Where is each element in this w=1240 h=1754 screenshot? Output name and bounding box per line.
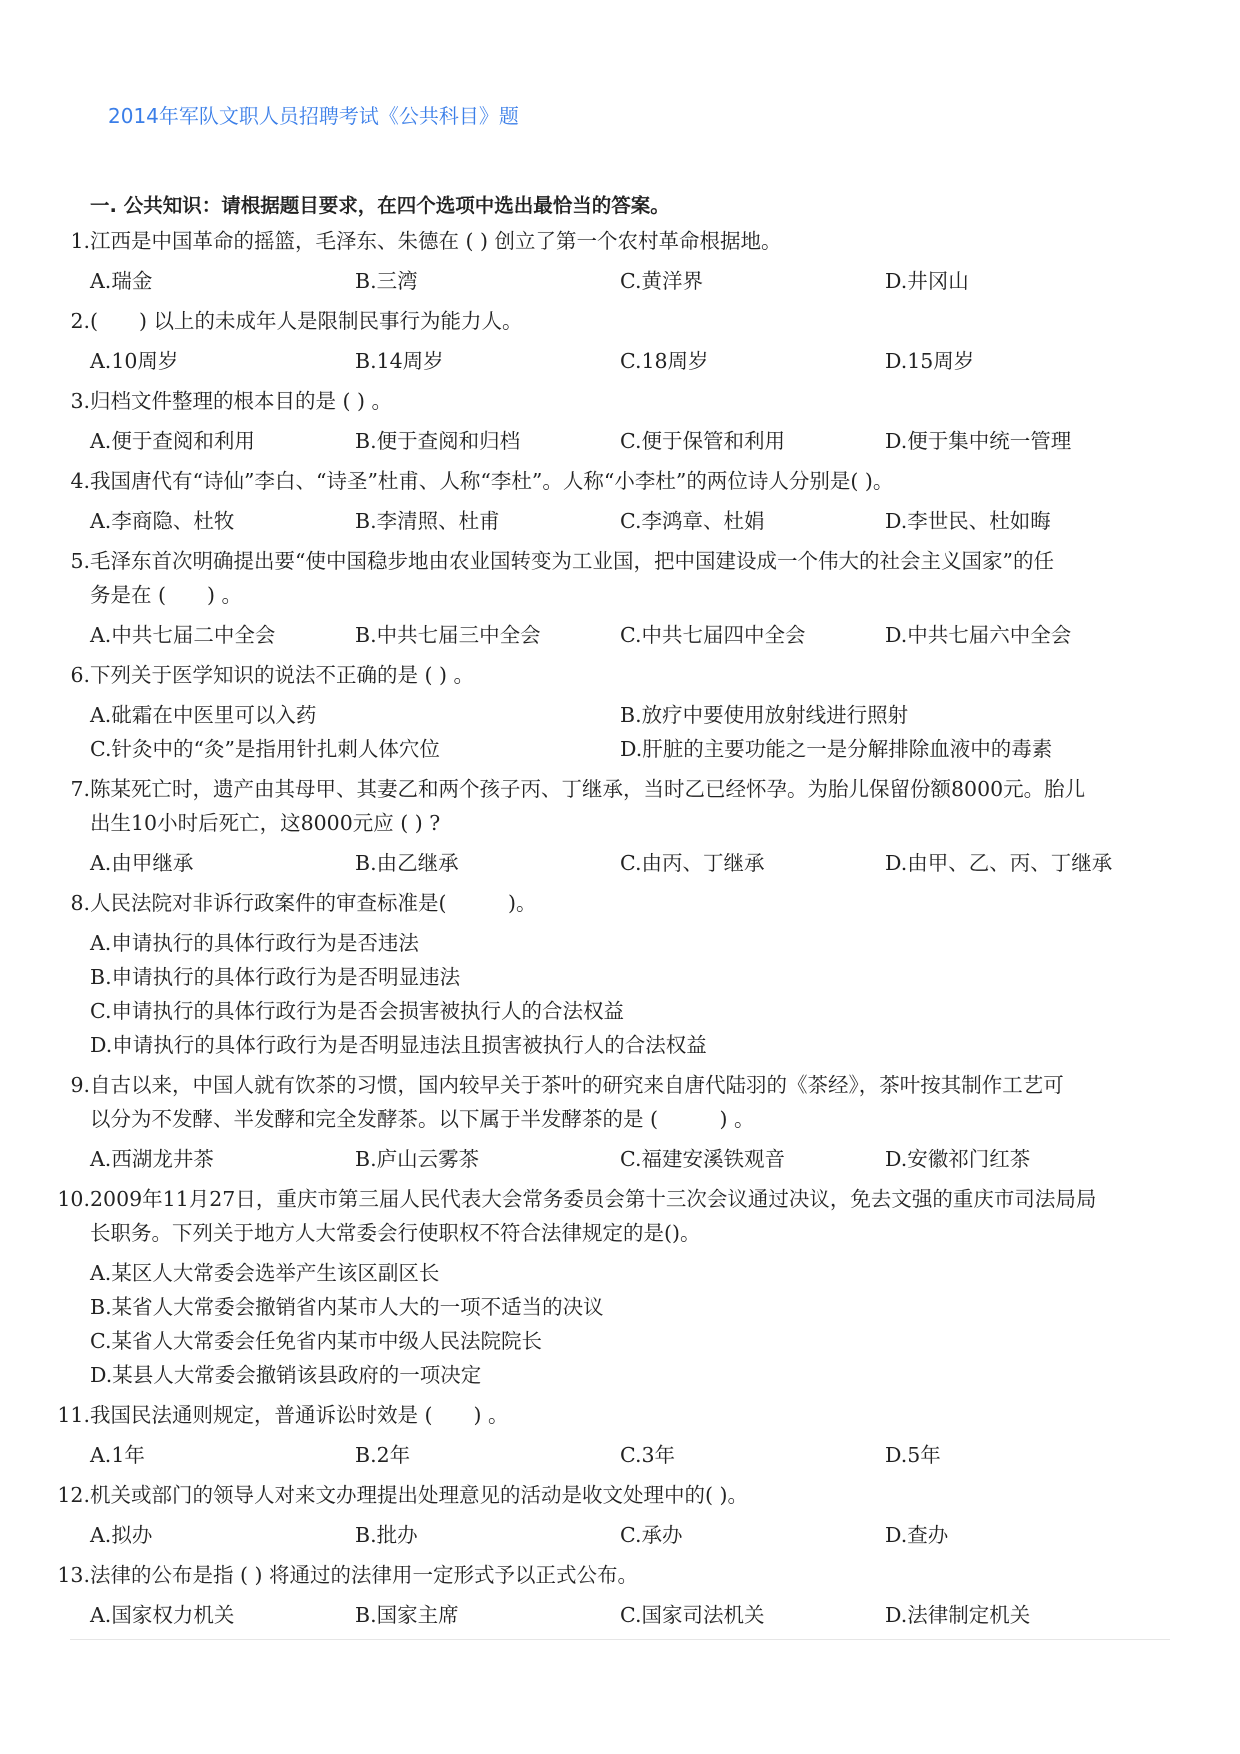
stem-line — [0, 1558, 1240, 1592]
option-c: C.针灸中的“灸”是指用针扎刺人体穴位 — [90, 737, 440, 761]
stem-text: 我国民法通则规定，普通诉讼时效是 ( ) 。 — [90, 1403, 509, 1427]
stem-line — [0, 544, 1240, 578]
stem-line — [0, 806, 1240, 840]
question-stem — [0, 658, 1240, 692]
question-number: 8. — [70, 891, 90, 915]
question-stem — [0, 1398, 1240, 1432]
stem-line — [0, 886, 1240, 920]
option-b: B.14周岁 — [355, 349, 444, 373]
footer-divider — [70, 1639, 1170, 1640]
question-stem — [0, 1182, 1240, 1250]
option-d: D.中共七届六中全会 — [885, 623, 1072, 647]
stem-text: 陈某死亡时，遗产由其母甲、其妻乙和两个孩子丙、丁继承，当时乙已经怀孕。为胎儿保留份额8000元。胎儿 — [90, 777, 1086, 801]
stem-line — [0, 384, 1240, 418]
option-d: D.法律制定机关 — [885, 1603, 1031, 1627]
question-item — [0, 1478, 1240, 1552]
question-item — [0, 224, 1240, 298]
question-stem — [0, 886, 1240, 920]
option-c: C.3年 — [620, 1443, 676, 1467]
question-item — [0, 1182, 1240, 1392]
question-stem — [0, 1478, 1240, 1512]
option-c: C.由丙、丁继承 — [620, 851, 765, 875]
option-b: B.中共七届三中全会 — [355, 623, 541, 647]
options — [0, 1142, 1240, 1176]
question-number: 2. — [70, 309, 90, 333]
option-b: B.由乙继承 — [355, 851, 459, 875]
option-b: B.2年 — [355, 1443, 411, 1467]
stem-text: 自古以来，中国人就有饮茶的习惯，国内较早关于茶叶的研究来自唐代陆羽的《茶经》，茶叶按其制作工艺可 — [90, 1073, 1064, 1097]
option-c: C.申请执行的具体行政行为是否会损害被执行人的合法权益 — [90, 999, 624, 1023]
question-number: 11. — [57, 1403, 90, 1427]
question-item — [0, 464, 1240, 538]
stem-line — [0, 304, 1240, 338]
stem-text: 江西是中国革命的摇篮，毛泽东、朱德在 ( ) 创立了第一个农村革命根据地。 — [90, 229, 782, 253]
stem-line — [0, 464, 1240, 498]
options — [0, 1598, 1240, 1632]
option-a: A.某区人大常委会选举产生该区副区长 — [90, 1261, 440, 1285]
option-d: D.肝脏的主要功能之一是分解排除血液中的毒素 — [620, 737, 1053, 761]
question-stem — [0, 304, 1240, 338]
stem-text: ( ) 以上的未成年人是限制民事行为能力人。 — [90, 309, 523, 333]
question-item — [0, 886, 1240, 1062]
options — [0, 1438, 1240, 1472]
option-a: A.李商隐、杜牧 — [90, 509, 235, 533]
option-b: B.申请执行的具体行政行为是否明显违法 — [90, 965, 461, 989]
option-c: C.黄洋界 — [620, 269, 703, 293]
question-stem — [0, 1068, 1240, 1136]
option-d: D.安徽祁门红茶 — [885, 1147, 1031, 1171]
option-d: D.15周岁 — [885, 349, 975, 373]
stem-line — [0, 224, 1240, 258]
question-item — [0, 1558, 1240, 1632]
stem-text: 机关或部门的领导人对来文办理提出处理意见的活动是收文处理中的( )。 — [90, 1483, 749, 1507]
question-stem — [0, 544, 1240, 612]
stem-text: 法律的公布是指 ( ) 将通过的法律用一定形式予以正式公布。 — [90, 1563, 639, 1587]
question-list — [0, 224, 1240, 1638]
stem-text: 毛泽东首次明确提出要“使中国稳步地由农业国转变为工业国，把中国建设成一个伟大的社会主义国家”的任 — [90, 549, 1054, 573]
question-item — [0, 544, 1240, 652]
options — [0, 424, 1240, 458]
options — [0, 264, 1240, 298]
option-a: A.10周岁 — [90, 349, 179, 373]
stem-text: 我国唐代有“诗仙”李白、“诗圣”杜甫、人称“李杜”。人称“小李杜”的两位诗人分别是( )。 — [90, 469, 894, 493]
option-a: A.国家权力机关 — [90, 1603, 235, 1627]
option-c: C.18周岁 — [620, 349, 709, 373]
stem-text: 出生10小时后死亡，这8000元应 ( ) ? — [90, 811, 441, 835]
question-item — [0, 1068, 1240, 1176]
option-d: D.5年 — [885, 1443, 941, 1467]
question-number: 13. — [57, 1563, 90, 1587]
options — [0, 344, 1240, 378]
question-stem — [0, 1558, 1240, 1592]
option-a: A.中共七届二中全会 — [90, 623, 276, 647]
option-c: C.福建安溪铁观音 — [620, 1147, 785, 1171]
question-item — [0, 772, 1240, 880]
question-item — [0, 658, 1240, 766]
stem-line — [0, 772, 1240, 806]
option-b: B.放疗中要使用放射线进行照射 — [620, 703, 909, 727]
question-number: 1. — [70, 229, 90, 253]
option-a: A.1年 — [90, 1443, 145, 1467]
question-number: 5. — [70, 549, 90, 573]
stem-line — [0, 658, 1240, 692]
stem-text: 人民法院对非诉行政案件的审查标准是( )。 — [90, 891, 537, 915]
stem-line — [0, 1102, 1240, 1136]
stem-line — [0, 1068, 1240, 1102]
option-b: B.国家主席 — [355, 1603, 459, 1627]
option-d: D.由甲、乙、丙、丁继承 — [885, 851, 1113, 875]
question-stem — [0, 772, 1240, 840]
document-title: 2014年军队文职人员招聘考试《公共科目》题 — [108, 104, 519, 128]
stem-text: 务是在 ( ) 。 — [90, 583, 243, 607]
option-c: C.国家司法机关 — [620, 1603, 765, 1627]
question-number: 7. — [70, 777, 90, 801]
options — [0, 618, 1240, 652]
question-stem — [0, 224, 1240, 258]
option-c: C.中共七届四中全会 — [620, 623, 806, 647]
options — [0, 698, 1240, 766]
option-d: D.查办 — [885, 1523, 949, 1547]
option-a: A.西湖龙井茶 — [90, 1147, 214, 1171]
option-c: C.某省人大常委会任免省内某市中级人民法院院长 — [90, 1329, 542, 1353]
section-heading: 一. 公共知识：请根据题目要求，在四个选项中选出最恰当的答案。 — [90, 194, 670, 217]
option-a: A.拟办 — [90, 1523, 153, 1547]
option-d: D.某县人大常委会撤销该县政府的一项决定 — [90, 1363, 482, 1387]
stem-line — [0, 1182, 1240, 1216]
option-c: C.便于保管和利用 — [620, 429, 785, 453]
options — [0, 1256, 1240, 1392]
question-item — [0, 1398, 1240, 1472]
stem-text: 以分为不发酵、半发酵和完全发酵茶。以下属于半发酵茶的是 ( ) 。 — [90, 1107, 755, 1131]
stem-line — [0, 578, 1240, 612]
options — [0, 1518, 1240, 1552]
question-item — [0, 384, 1240, 458]
option-c: C.承办 — [620, 1523, 683, 1547]
option-b: B.便于查阅和归档 — [355, 429, 521, 453]
option-d: D.李世民、杜如晦 — [885, 509, 1051, 533]
stem-line — [0, 1478, 1240, 1512]
option-b: B.某省人大常委会撤销省内某市人大的一项不适当的决议 — [90, 1295, 604, 1319]
stem-text: 长职务。下列关于地方人大常委会行使职权不符合法律规定的是()。 — [90, 1221, 701, 1245]
question-item — [0, 304, 1240, 378]
stem-text: 2009年11月27日，重庆市第三届人民代表大会常务委员会第十三次会议通过决议，免去文强的重庆市司法局局 — [90, 1187, 1097, 1211]
option-b: B.三湾 — [355, 269, 418, 293]
question-number: 9. — [70, 1073, 90, 1097]
option-b: B.庐山云雾茶 — [355, 1147, 480, 1171]
option-d: D.井冈山 — [885, 269, 969, 293]
options — [0, 504, 1240, 538]
option-a: A.便于查阅和利用 — [90, 429, 255, 453]
option-b: B.李清照、杜甫 — [355, 509, 500, 533]
stem-text: 下列关于医学知识的说法不正确的是 ( ) 。 — [90, 663, 475, 687]
stem-text: 归档文件整理的根本目的是 ( ) 。 — [90, 389, 393, 413]
option-d: D.申请执行的具体行政行为是否明显违法且损害被执行人的合法权益 — [90, 1033, 707, 1057]
option-a: A.砒霜在中医里可以入药 — [90, 703, 317, 727]
question-number: 12. — [57, 1483, 90, 1507]
option-a: A.由甲继承 — [90, 851, 194, 875]
option-d: D.便于集中统一管理 — [885, 429, 1072, 453]
options — [0, 846, 1240, 880]
options — [0, 926, 1240, 1062]
question-number: 4. — [70, 469, 90, 493]
question-number: 10. — [57, 1187, 90, 1211]
option-a: A.申请执行的具体行政行为是否违法 — [90, 931, 419, 955]
option-b: B.批办 — [355, 1523, 418, 1547]
stem-line — [0, 1216, 1240, 1250]
question-stem — [0, 464, 1240, 498]
stem-line — [0, 1398, 1240, 1432]
question-number: 3. — [70, 389, 90, 413]
option-a: A.瑞金 — [90, 269, 153, 293]
option-c: C.李鸿章、杜娟 — [620, 509, 765, 533]
question-number: 6. — [70, 663, 90, 687]
question-stem — [0, 384, 1240, 418]
